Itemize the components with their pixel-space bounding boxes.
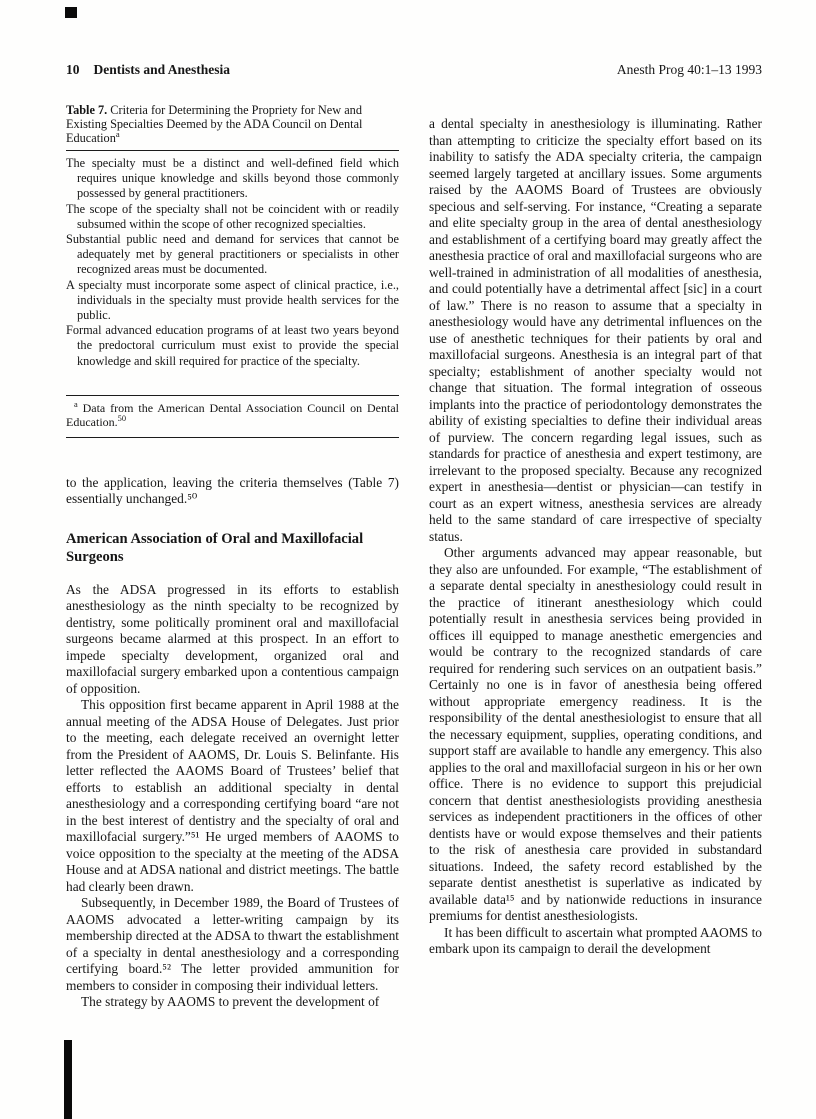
paragraph: As the ADSA progressed in its efforts to establish anesthesiology as the ninth specialty to be recognized by dentistry, some politically prominent oral and maxillofacial surgeons became alarmed at this prospect. In an effort to impede specialty development, organized oral and maxillofacial surgery embarked upon a contentious campaign of opposition.	[66, 581, 399, 696]
footnote-marker: a	[74, 399, 78, 409]
page-number: 10	[66, 62, 80, 77]
two-column-text	[66, 103, 762, 1011]
footnote-text: Data from the American Dental Association Council on Dental Education.	[66, 400, 399, 430]
table-body	[66, 156, 399, 369]
table-criterion: Substantial public need and demand for services that cannot be adequately met by general practitioners or specialists in other recognized areas must be documented.	[66, 232, 399, 277]
scan-artifact-top	[65, 7, 77, 18]
paragraph: Subsequently, in December 1989, the Board of Trustees of AAOMS advocated a letter-writing campaign by its membership directed at the ADSA to thwart the establishment of a specialty in dental anesthesiology and a corresponding certifying board.⁵² The letter provided ammunition for members to consider in composing their individual letters.	[66, 895, 399, 993]
right-column	[429, 103, 762, 1011]
page-header	[66, 62, 762, 78]
section-heading: American Association of Oral and Maxillofacial Surgeons	[66, 530, 364, 566]
left-column	[66, 103, 399, 1011]
paragraph: The strategy by AAOMS to prevent the development of	[81, 994, 380, 1010]
table-caption-footnote-marker: a	[115, 128, 120, 139]
table-caption-text: Criteria for Determining the Propriety for New and Existing Specialties Deemed by the ADA Council on Dental Education	[66, 103, 363, 145]
paragraph: It has been difficult to ascertain what prompted AAOMS to embark upon its campaign to derail the development	[429, 924, 762, 956]
footnote-reference-number: 50	[117, 414, 127, 424]
journal-citation: Anesth Prog 40:1–13 1993	[616, 62, 762, 77]
scan-artifact-bottom	[64, 1040, 72, 1119]
table-rule-top	[66, 150, 399, 151]
table-caption	[66, 103, 399, 145]
table-criterion: Formal advanced education programs of at least two years beyond the predoctoral curriculum must exist to provide the special knowledge and skill required for practice of the specialty.	[66, 323, 399, 368]
table-footnote	[66, 401, 399, 430]
running-title: Dentists and Anesthesia	[93, 62, 231, 77]
table-criterion: A specialty must incorporate some aspect of clinical practice, i.e., individuals in the specialty must provide health services for the public.	[66, 277, 399, 323]
table-label: Table 7.	[66, 103, 108, 117]
table-rule-bottom	[66, 437, 399, 438]
table-criterion: The scope of the specialty shall not be coincident with or readily subsumed within the scope of other recognized specialties.	[66, 201, 399, 231]
paragraph: Other arguments advanced may appear reasonable, but they also are unfounded. For example, “The establishment of a separate dental specialty in anesthesiology could result in the practice of itinerant anesthesiology which could potentially result in anesthesia services being provided in offices ill equipped to manage anesthetic emergencies and would be contrary to the recognized standards of care required for rendering such services on an outpatient basis.” Certainly no one is in favor of anesthesia being offered without appropriate emergency readiness. It is the responsibility of the dental anesthesiologist to ensure that all the necessary equipment, supplies, operating conditions, and support staff are available to handle any emergency. This also applies to the oral and maxillofacial surgeon in his or her own office. There is no evidence to support this prejudicial concern that dentist anesthesiologists providing anesthesia services as independent practitioners in the offices of other dentists have or would expose themselves and their patients to the risk of anesthesia care provided in substandard situations. Indeed, the safety record established by the separate dentist anesthetist is superlative as indicated by available data¹⁵ and by nationwide reductions in insurance premiums for dentist anesthesiologists.	[429, 545, 762, 923]
table-criterion: The specialty must be a distinct and well-defined field which requires unique knowledge and skills beyond those commonly possessed by general practitioners.	[66, 156, 399, 201]
running-head	[66, 62, 230, 78]
table-rule-middle	[66, 395, 399, 396]
table-7-block	[66, 103, 399, 438]
paragraph: This opposition first became apparent in April 1988 at the annual meeting of the ADSA House of Delegates. Just prior to the meeting, each delegate received an overnight letter from the President of AAOMS, Dr. Louis S. Belinfante. His letter reflected the AAOMS Board of Trustees’ belief that efforts to establish an additional specialty in dental anesthesiology and a corresponding certifying board “are not in the best interest of dentistry and the specialty of oral and maxillofacial surgery.”⁵¹ He urged members of AAOMS to voice opposition to the specialty at the meeting of the ADSA House and at ADSA national and district meetings. The battle had clearly been drawn.	[66, 697, 399, 894]
paragraph: to the application, leaving the criteria themselves (Table 7) essentially unchanged.⁵⁰	[66, 474, 399, 507]
paragraph: a dental specialty in anesthesiology is illuminating. Rather than attempting to criticize the specialty effort based on its inability to satisfy the ADA specialty criteria, the campaign seemed largely targeted at ancillary issues. Some arguments raised by the AAOMS Board of Trustees are obviously specious and self-serving. For instance, “Creating a separate and elite specialty group in the area of dental anesthesiology and establishment of a certifying board may greatly affect the anesthesia practice of oral and maxillofacial surgeons who are well-trained in administration of all modalities of anesthesia, and could potentially have a detrimental affect [sic] in a court of law.” There is no reason to assume that a specialty in anesthesiology would have any detrimental influences on the use of anesthetic techniques for their patients by oral and maxillofacial surgeons. Anesthesia is an integral part of that specialty; establishment of another specialty would not change that situation. The formal integration of osseous implants into the practice of periodontology demonstrates the ability of existing specialties to define their individual areas of purview. The concern regarding legal issues, such as standards for practice of anesthesia and expert testimony, are irrelevant to the proposed specialty. Because any recognized expert in anesthesia—dentist or physician—can testify in court as an expert witness, anesthesia services are already held to the same standard of care irrespective of specialty status.	[429, 116, 762, 544]
